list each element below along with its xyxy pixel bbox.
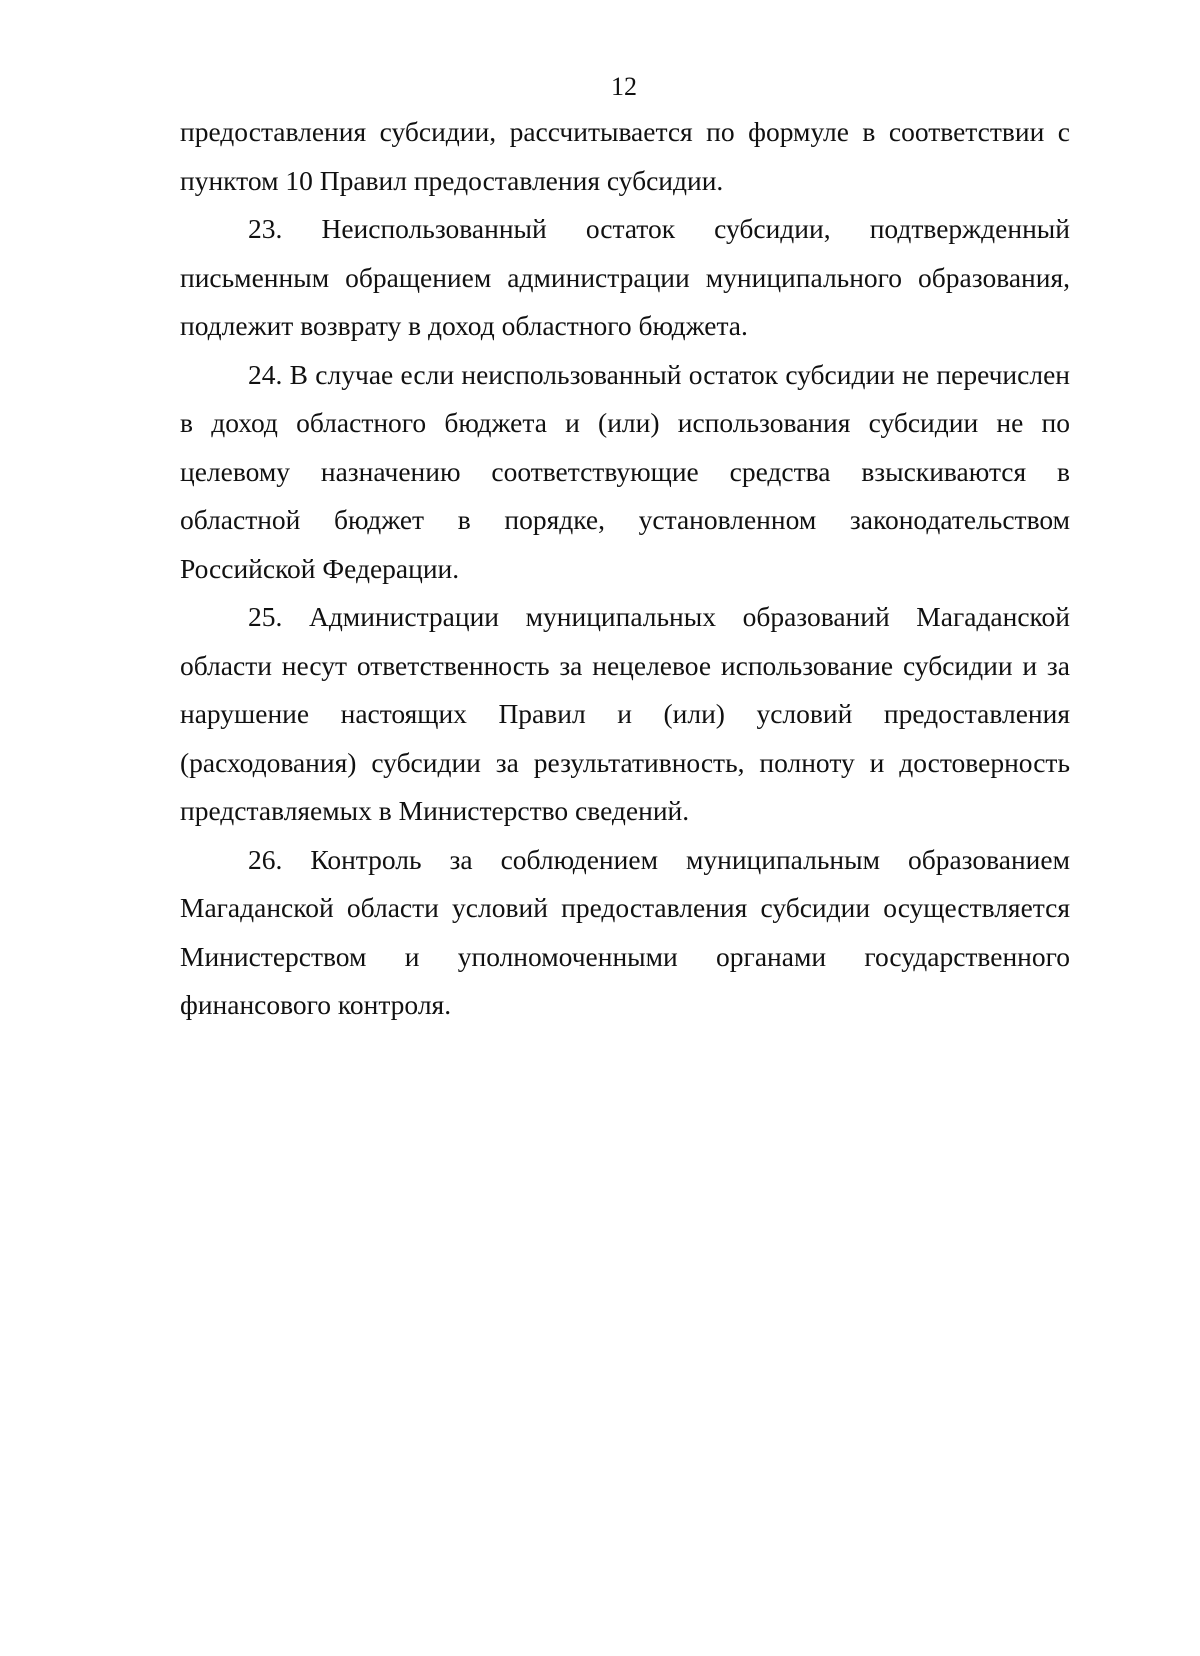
paragraph-clause-23: 23. Неиспользованный остаток субсидии, подтвержденный письменным обращением администрации муниципального образования, подлежит возврату в доход областного бюджета. <box>180 213 1070 341</box>
paragraph-clause-24: 24. В случае если неиспользованный остаток субсидии не перечислен в доход областного бюджета и (или) использования субсидии не по целевому назначению соответствующие средства взыскиваются в областной бюджет в порядке, установленном законодательством Российской Федерации. <box>180 358 1070 584</box>
paragraph-clause-26: 26. Контроль за соблюдением муниципальным образованием Магаданской области условий предоставления субсидии осуществляется Министерством и уполномоченными органами государственного финансового контроля. <box>180 843 1070 1020</box>
document-body <box>180 108 1070 1030</box>
paragraph-clause-25: 25. Администрации муниципальных образований Магаданской области несут ответственность за нецелевое использование субсидии и за нарушение настоящих Правил и (или) условий предоставления (расходования) субсидии за результативность, полноту и достоверность представляемых в Министерство сведений. <box>180 601 1070 826</box>
page-number: 12 <box>611 72 637 101</box>
paragraph-continuation: предоставления субсидии, рассчитывается по формуле в соответствии с пунктом 10 Правил предоставления субсидии. <box>180 116 1070 196</box>
